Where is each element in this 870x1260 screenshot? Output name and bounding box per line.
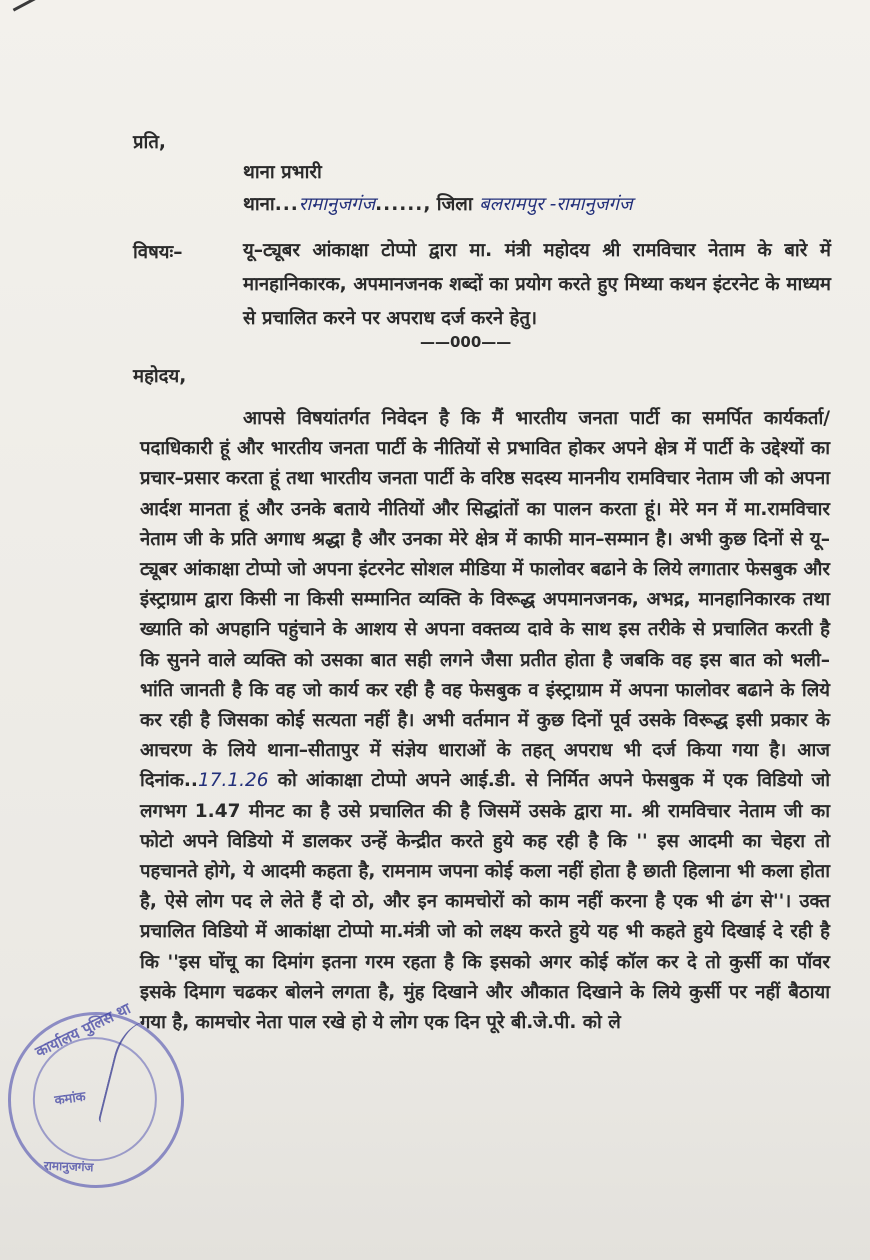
body-part-2: को आंकाक्षा टोप्पो अपने आई.डी. से निर्मित अपने फेसबुक में एक विडियो जो लगभग 1.47 मीनट का है उसे प्रचालित की है जिसमें उसके द्वारा मा. श्री रामविचार नेताम जी का फोटो अपने विडियो में डालकर उन्हें केन्द्रीत करते हुये कह रही है कि '' इस आदमी का चेहरा तो पहचानते होगे, ये आदमी कहता है, रामनाम जपना कोई कला नहीं होता है छाती हिलाना भी कला होता है, ऐसे लोग पद ले लेते हैं दो ठो, और इन कामचोरों को काम नहीं करना है एक भी ढंग से''। उक्त प्रचालित विडियो में आकांक्षा टोप्पो मा.मंत्री जो को लक्ष्य करते हुये यह भी कहते हुये दिखाई दे रही है कि ''इस घोंचू का दिमांग इतना गरम रहता है कि इसको अगर कोई कॉल कर दे तो कुर्सी का पॉवर इसके दिमाग चढकर बोलने लगता है, मुंह दिखाने और औकात दिखाने के लिये कुर्सी पर नहीं बैठाया गया है, कामचोर नेता पाल रखे हो ये लोग एक दिन पूरे बी.जे.पी. को ले <box>140 770 830 1034</box>
date-handwritten: 17.1.26 <box>197 770 269 792</box>
station-prefix: थाना <box>243 194 275 215</box>
district-handwritten: बलरामपुर -रामानुजगंज <box>479 194 633 215</box>
recipient-title: थाना प्रभारी <box>243 162 322 183</box>
station-line <box>243 190 633 220</box>
district-prefix: , जिला <box>423 194 473 215</box>
stamp-top-text: कार्यालय पुलिस था <box>32 999 134 1061</box>
stamp-bottom-text: रामानुजगंज <box>43 1158 94 1175</box>
station-dots-before: ... <box>274 194 299 215</box>
corner-pen-mark <box>8 0 49 11</box>
greeting: महोदय, <box>133 366 187 387</box>
body-part-1: आपसे विषयांतर्गत निवेदन है कि मैं भारतीय जनता पार्टी का समर्पित कार्यकर्ता/पदाधिकारी हूं और भारतीय जनता पार्टी के नीतियों से प्रभावित होकर अपने क्षेत्र में पार्टी के उद्देश्यों का प्रचार–प्रसार करता हूं तथा भारतीय जनता पार्टी के वरिष्ठ सदस्य माननीय रामविचार नेताम जी को अपना आर्दश मानता हूं और उनके बताये नीतियों और सिद्धांतों का पालन करता हूं। मेरे मन में मा.रामविचार नेताम जी के प्रति अगाध श्रद्धा है और उनका मेरे क्षेत्र में काफी मान–सम्मान है। अभी कुछ दिनों से यू–ट्यूबर आंकाक्षा टोप्पो जो अपना इंटरनेट सोशल मीडिया में फालोवर बढाने के लिये लगातार फेसबुक और इंस्ट्राग्राम द्वारा किसी ना किसी सम्मानित व्यक्ति के विरूद्ध अपमानजनक, अभद्र, मानहानिकारक तथा ख्याति को अपहानि पहुंचाने के आशय से अपना वक्तव्य दावे के साथ इस तरीके से प्रचालित करती है कि सुनने वाले व्यक्ति को उसका बात सही लगने जैसा प्रतीत होता है जबकि वह इस बात को भली–भांति जानती है कि वह जो कार्य कर रही है वह फेसबुक व इंस्ट्राग्राम में अपना फालोवर बढाने के लिये कर रही है जिसका कोई सत्यता नहीं है। अभी वर्तमान में कुछ दिनों पूर्व उसके विरूद्ध इसी प्रकार के आचरण के लिये थाना–सीतापुर में संज्ञेय धाराओं के तहत् अपराध भी दर्ज किया गया है। आज दिनांक <box>140 408 830 792</box>
station-handwritten: रामानुजगंज <box>298 194 376 215</box>
date-dots: .. <box>183 770 198 792</box>
subject-label: विषयः– <box>133 242 183 263</box>
salutation-to: प्रति, <box>133 132 166 153</box>
subject-text: यू–ट्यूबर आंकाक्षा टोप्पो द्वारा मा. मंत्री महोदय श्री रामविचार नेताम के बारे में मानहानिकारक, अपमानजनक शब्दों का प्रयोग करते हुए मिथ्या कथन इंटरनेट के माध्यम से प्रचालित करने पर अपराध दर्ज करने हेतु। <box>243 240 831 329</box>
body-paragraph <box>140 404 830 1038</box>
station-dots-after: ...... <box>375 194 424 215</box>
stamp-mid-text: कमांक <box>53 1089 87 1109</box>
divider: ——000—— <box>420 333 512 351</box>
letter-body <box>140 404 830 1038</box>
